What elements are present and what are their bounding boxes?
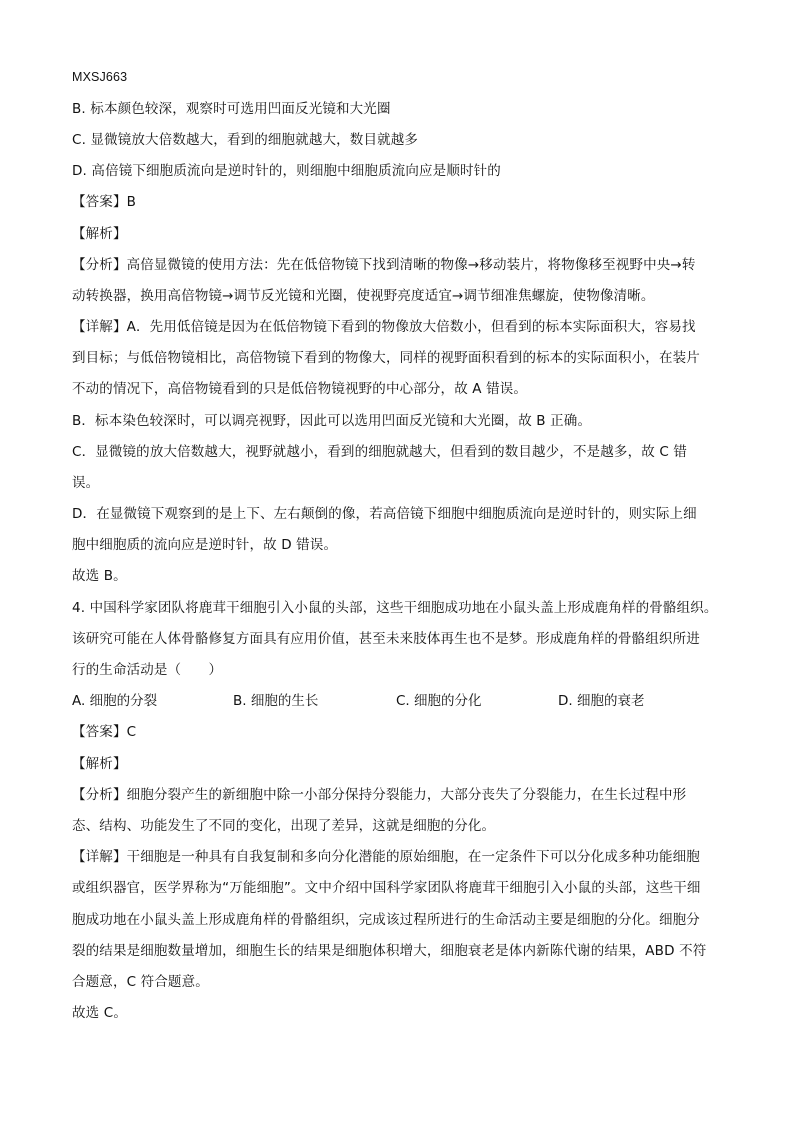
q3-xiangjie-line: 胞中细胞质的流向应是逆时针，故 D 错误。 — [72, 537, 338, 553]
q3-analysis-heading: 【解析】 — [72, 226, 127, 242]
q4-xiangjie-line: 合题意，C 符合题意。 — [72, 974, 209, 990]
q3-fenxi-line: 【分析】高倍显微镜的使用方法：先在低倍物镜下找到清晰的物像→移动装片，将物像移至视野中央→转 — [72, 257, 696, 273]
q4-xiangjie-line: 或组织器官，医学界称为“万能细胞”。文中介绍中国科学家团队将鹿茸干细胞引入小鼠的头部，这些干细 — [72, 880, 701, 896]
q4-fenxi-line: 态、结构、功能发生了不同的变化，出现了差异，这就是细胞的分化。 — [72, 818, 496, 834]
q3-xiangjie-line: 误。 — [72, 475, 100, 491]
q3-option-c: C. 显微镜放大倍数越大，看到的细胞就越大，数目就越多 — [72, 132, 419, 148]
q4-option-c: C. 细胞的分化 — [396, 693, 482, 709]
q3-xiangjie-line: B．标本染色较深时，可以调亮视野，因此可以选用凹面反光镜和大光圈，故 B 正确。 — [72, 413, 592, 429]
q3-option-b: B. 标本颜色较深，观察时可选用凹面反光镜和大光圈 — [72, 101, 391, 117]
q4-analysis-heading: 【解析】 — [72, 756, 127, 772]
q4-xiangjie-line: 胞成功地在小鼠头盖上形成鹿角样的骨骼组织，完成该过程所进行的生命活动主要是细胞的分化。细胞分 — [72, 912, 700, 928]
q4-xiangjie-line: 【详解】干细胞是一种具有自我复制和多向分化潜能的原始细胞，在一定条件下可以分化成多种功能细胞 — [72, 849, 700, 865]
q4-option-a: A. 细胞的分裂 — [72, 693, 158, 709]
q3-answer: 【答案】B — [72, 194, 137, 210]
q4-stem-line: 该研究可能在人体骨骼修复方面具有应用价值，甚至未来肢体再生也不是梦。形成鹿角样的骨骼组织所进 — [72, 631, 700, 647]
q3-xiangjie-line: 不动的情况下，高倍物镜看到的只是低倍物镜视野的中心部分，故 A 错误。 — [72, 381, 528, 397]
q3-option-d: D. 高倍镜下细胞质流向是逆时针的，则细胞中细胞质流向应是顺时针的 — [72, 163, 501, 179]
q4-stem-line: 行的生命活动是（ ） — [72, 662, 223, 678]
q3-xiangjie-line: 【详解】A．先用低倍镜是因为在低倍物镜下看到的物像放大倍数小，但看到的标本实际面积大，容易找 — [72, 319, 696, 335]
q3-xiangjie-line: 到目标；与低倍物镜相比，高倍物镜下看到的物像大，同样的视野面积看到的标本的实际面积小，在装片 — [72, 350, 700, 366]
q4-xiangjie-line: 裂的结果是细胞数量增加，细胞生长的结果是细胞体积增大，细胞衰老是体内新陈代谢的结果，ABD 不符 — [72, 943, 707, 959]
q3-xiangjie-line: D．在显微镜下观察到的是上下、左右颠倒的像，若高倍镜下细胞中细胞质流向是逆时针的，则实际上细 — [72, 506, 697, 522]
q3-xiangjie-line: C．显微镜的放大倍数越大，视野就越小，看到的细胞就越大，但看到的数目越少，不是越多，故 C 错 — [72, 444, 687, 460]
q4-answer: 【答案】C — [72, 724, 137, 740]
q4-conclusion: 故选 C。 — [72, 1005, 127, 1021]
q3-fenxi-line: 动转换器，换用高倍物镜→调节反光镜和光圈，使视野亮度适宜→调节细准焦螺旋，使物像清晰。 — [72, 288, 655, 304]
q4-stem-line: 4. 中国科学家团队将鹿茸干细胞引入小鼠的头部，这些干细胞成功地在小鼠头盖上形成鹿角样的骨骼组织。 — [72, 600, 718, 616]
q4-fenxi-line: 【分析】细胞分裂产生的新细胞中除一小部分保持分裂能力，大部分丧失了分裂能力，在生长过程中形 — [72, 787, 687, 803]
q4-option-b: B. 细胞的生长 — [233, 693, 319, 709]
q4-option-d: D. 细胞的衰老 — [558, 693, 645, 709]
q4-options — [72, 692, 752, 710]
document-code: MXSJ663 — [72, 70, 128, 84]
q3-conclusion: 故选 B。 — [72, 568, 127, 584]
